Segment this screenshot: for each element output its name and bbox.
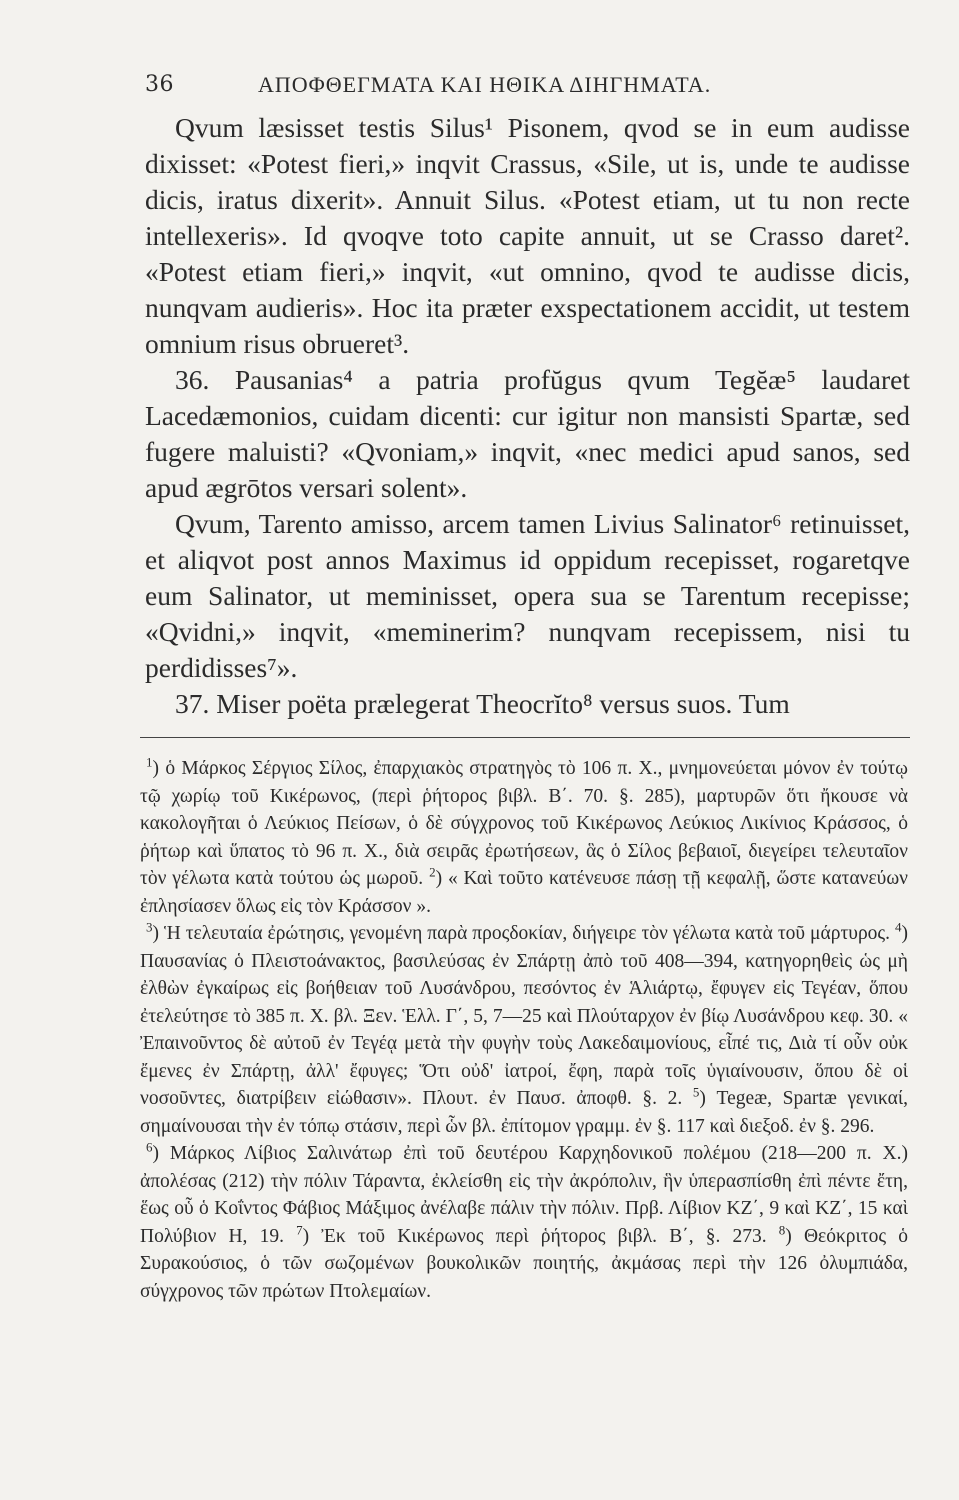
paragraph: Qvum læsisset testis Silus¹ Pisonem, qvod se in eum audisse dixisset: «Potest fieri,» inqvit Crassus, «Sile, ut is, unde te audisse dicis, iratus dixerit». Annuit Silus. «Potest etiam, ut tu non recte intellexeris». Id qvoqve toto capite annuit, ut se Crasso daret². «Potest etiam fieri,» inqvit, «ut omnino, qvod te audisse dicis, nunqvam audieris». Hoc ita præter exspectationem accidit, ut testem omnium risus obrueret³. [145, 112, 910, 359]
main-text [145, 110, 910, 722]
footnote-mark: 4 [895, 919, 902, 935]
paragraph: 36. Pausanias⁴ a patria profŭgus qvum Tegĕæ⁵ laudaret Lacedæmonios, cuidam dicenti: cur igitur non mansisti Spartæ, sed fugere maluisti? «Qvoniam,» inqvit, «nec medici apud sanos, sed apud ægrōtos versari solent». [145, 364, 910, 503]
footnote-mark: 1 [146, 754, 153, 770]
footnote-mark: 8 [778, 1222, 786, 1237]
footnote-divider [140, 737, 910, 738]
running-title: ΑΠΟΦΘΕΓΜΑΤΑ ΚΑΙ ΗΘΙΚΑ ΔΙΗΓΗΜΑΤΑ. [258, 72, 712, 97]
footnote-text: ὁ Μάρκος Σέργιος Σίλος, ἐπαρχιακὸς στρατηγὸς τὸ 106 π. Χ., μνημονεύεται μόνον ἐν τούτῳ τῷ χωρίῳ τοῦ Κικέρωνος, (περὶ ῥήτορος βιβλ. Β΄. 70. §. 285), μαρτυρῶν ὅτι ἤκουσε νὰ κακολογῆται ὁ Λεύκιος Πείσων, ὁ δὲ σύγχρονος τοῦ Κικέρωνος Λεύκιος Λικίνιος Κράσσος, ὁ ῥήτωρ καὶ ὕπατος τὸ 96 π. Χ., διὰ σειρᾶς ἐρωτήσεων, ἃς ὁ Σίλος βεβαιοῖ, διεγείρει τελευταῖον τὸν γέλωτα κατὰ τούτου ὡς μωροῦ. [140, 758, 908, 889]
paragraph: Qvum, Tarento amisso, arcem tamen Livius Salinator⁶ retinuisset, et aliqvot post annos Maximus id oppidum recepisset, rogaretqve eum Salinator, ut meminisset, opera sua se Tarentum recepisse; «Qvidni,» inqvit, «meminerim? nunqvam recepissem, nisi tu perdidisses⁷». [145, 508, 910, 683]
paragraph: 37. Miser poëta prælegerat Theocrĭto⁸ versus suos. Tum [175, 688, 790, 719]
footnote-text: Παυσανίας ὁ Πλειστοάνακτος, βασιλεύσας ἐν Σπάρτῃ ἀπὸ τοῦ 408—394, κατηγορηθεὶς ὡς μὴ ἐλθὼν ἐγκαίρως εἰς βοήθειαν τοῦ Λυσάνδρου, πεσόντος ἐν Ἁλιάρτῳ, ἔφυγεν εἰς Τεγέαν, ὅπου ἐτελεύτησε τὸ 385 π. Χ. βλ. Ξεν. Ἑλλ. Γ΄, 5, 7—25 καὶ Πλούταρχον ἐν βίῳ Λυσάνδρου κεφ. 30. « Ἐπαινοῦντος δὲ αὐτοῦ ἐν Τεγέᾳ μετὰ τὴν φυγὴν τοὺς Λακεδαιμονίους, εἶπέ τις, Διὰ τί οὖν οὐκ ἔμενες ἐν Σπάρτῃ, ἀλλ' ἔφυγες; Ὅτι οὐδ' ἰατροί, ἔφη, παρὰ τοῖς ὑγιαίνουσιν, ὅπου δὲ οἱ νοσοῦντες, διατρίβειν εἰώθασιν». Πλουτ. ἐν Παυσ. ἀποφθ. §. 2. [140, 950, 908, 1109]
footnote: $^3$) Ἡ τελευταία ἐρώτησις, γενομένη παρὰ προςδοκίαν, διήγειρε τὸν γέλωτα κατὰ τοῦ μάρτυρος. $^4$) Παυσανίας ὁ Πλειστοάνακτος, βασιλεύσας ἐν Σπάρτῃ ἀπὸ τοῦ 408—394, κατηγορηθεὶς ὡς μὴ ἐλθὼν ἐγκαίρως εἰς βοήθειαν τοῦ Λυσάνδρου, πεσόντος ἐν Ἁλιάρτῳ, ἔφυγεν εἰς Τεγέαν, ὅπου ἐτελεύτησε τὸ 385 π. Χ. βλ. Ξεν. Ἑλλ. Γ΄, 5, 7—25 καὶ Πλούταρχον ἐν βίῳ Λυσάνδρου κεφ. 30. « Ἐπαινοῦντος δὲ αὐτοῦ ἐν Τεγέᾳ μετὰ τὴν φυγὴν τοὺς Λακεδαιμονίους, εἶπέ τις, Διὰ τί οὖν οὐκ ἔμενες ἐν Σπάρτῃ, ἀλλ' ἔφυγες; Ὅτι οὐδ' ἰατροί, ἔφη, παρὰ τοῖς ὑγιαίνουσιν, ὅπου δὲ οἱ νοσοῦντες, διατρίβειν εἰώθασιν». Πλουτ. ἐν Παυσ. ἀποφθ. §. 2. $^5$) Tegeæ, Spartæ γενικαί, σημαίνουσαι τὴν ἐν τόπῳ στάσιν, περὶ ὧν βλ. ἐπίτομον γραμμ. ἐν §. 117 καὶ διεξοδ. ἐν §. 296. [140, 919, 909, 1137]
footnotes [140, 755, 908, 1305]
footnote-mark: 3 [146, 919, 153, 935]
footnote-text: « Καὶ τοῦτο κατένευσε πάσῃ τῇ κεφαλῇ, ὥστε κατανεύων ἐπλησίασεν ὅλως εἰς τὸν Κράσσον ». [140, 868, 908, 917]
footnote-text: Ἡ τελευταία ἐρώτησις, γενομένη παρὰ προςδοκίαν, διήγειρε τὸν γέλωτα κατὰ τοῦ μάρτυρος. [163, 923, 891, 944]
footnote-mark: 7 [296, 1222, 303, 1237]
footnote: $^1$) ὁ Μάρκος Σέργιος Σίλος, ἐπαρχιακὸς στρατηγὸς τὸ 106 π. Χ., μνημονεύεται μόνον ἐν τούτῳ τῷ χωρίῳ τοῦ Κικέρωνος, (περὶ ῥήτορος βιβλ. Β΄. 70. §. 285), μαρτυρῶν ὅτι ἤκουσε νὰ κακολογῆται ὁ Λεύκιος Πείσων, ὁ δὲ σύγχρονος τοῦ Κικέρωνος Λεύκιος Λικίνιος Κράσσος, ὁ ῥήτωρ καὶ ὕπατος τὸ 96 π. Χ., διὰ σειρᾶς ἐρωτήσεων, ἃς ὁ Σίλος βεβαιοῖ, διεγείρει τελευταῖον τὸν γέλωτα κατὰ τούτου ὡς μωροῦ. $^2$) « Καὶ τοῦτο κατένευσε πάσῃ τῇ κεφαλῇ, ὥστε κατανεύων ἐπλησίασεν ὅλως εἰς τὸν Κράσσον ». [140, 754, 908, 917]
footnote-mark: 6 [146, 1139, 153, 1155]
footnote-text: Ἐκ τοῦ Κικέρωνος περὶ ῥήτορος βιβλ. Β΄, §. 273. [321, 1225, 767, 1247]
footnote-text: Μάρκος Λίβιος Σαλινάτωρ ἐπὶ τοῦ δευτέρου Καρχηδονικοῦ πολέμου (218—200 π. Χ.) ἀπολέσας (212) τὴν πόλιν Τάραντα, ἐκλείσθη εἰς τὴν ἀκρόπολιν, ἣν ὑπερασπίσθη ἐπὶ πέντε ἔτη, ἕως οὗ ὁ Κοΐντος Φάβιος Μάξιμος ἀνέλαβε πάλιν τὴν πόλιν. Πρβ. Λίβιον ΚΖ΄, 9 καὶ ΚΖ΄, 15 καὶ Πολύβιον Η, 19. [140, 1143, 908, 1247]
footnote: $^6$) Μάρκος Λίβιος Σαλινάτωρ ἐπὶ τοῦ δευτέρου Καρχηδονικοῦ πολέμου (218—200 π. Χ.) ἀπολέσας (212) τὴν πόλιν Τάραντα, ἐκλείσθη εἰς τὴν ἀκρόπολιν, ἣν ὑπερασπίσθη ἐπὶ πέντε ἔτη, ἕως οὗ ὁ Κοΐντος Φάβιος Μάξιμος ἀνέλαβε πάλιν τὴν πόλιν. Πρβ. Λίβιον ΚΖ΄, 9 καὶ ΚΖ΄, 15 καὶ Πολύβιον Η, 19. $^7$) Ἐκ τοῦ Κικέρωνος περὶ ῥήτορος βιβλ. Β΄, §. 273. $^8$) Θεόκριτος ὁ Συρακούσιος, ὁ τῶν σωζομένων βουκολικῶν ποιητής, ἀκμάσας περὶ τὴν 126 ὀλυμπιάδα, σύγχρονος τῶν πρώτων Πτολεμαίων. [140, 1139, 908, 1302]
page-header [145, 72, 905, 108]
footnote-text: Tegeæ, Spartæ γενικαί, σημαίνουσαι τὴν ἐν τόπῳ στάσιν, περὶ ὧν βλ. ἐπίτομον γραμμ. ἐν §. 117 καὶ διεξοδ. ἐν §. 296. [140, 1088, 908, 1137]
footnote-mark: 5 [692, 1084, 700, 1100]
page-number: 36 [145, 72, 174, 97]
footnote-mark: 2 [429, 864, 436, 880]
footnote-text: Θεόκριτος ὁ Συρακούσιος, ὁ τῶν σωζομένων βουκολικῶν ποιητής, ἀκμάσας περὶ τὴν 126 ὀλυμπιάδα, σύγχρονος τῶν πρώτων Πτολεμαίων. [140, 1225, 908, 1302]
